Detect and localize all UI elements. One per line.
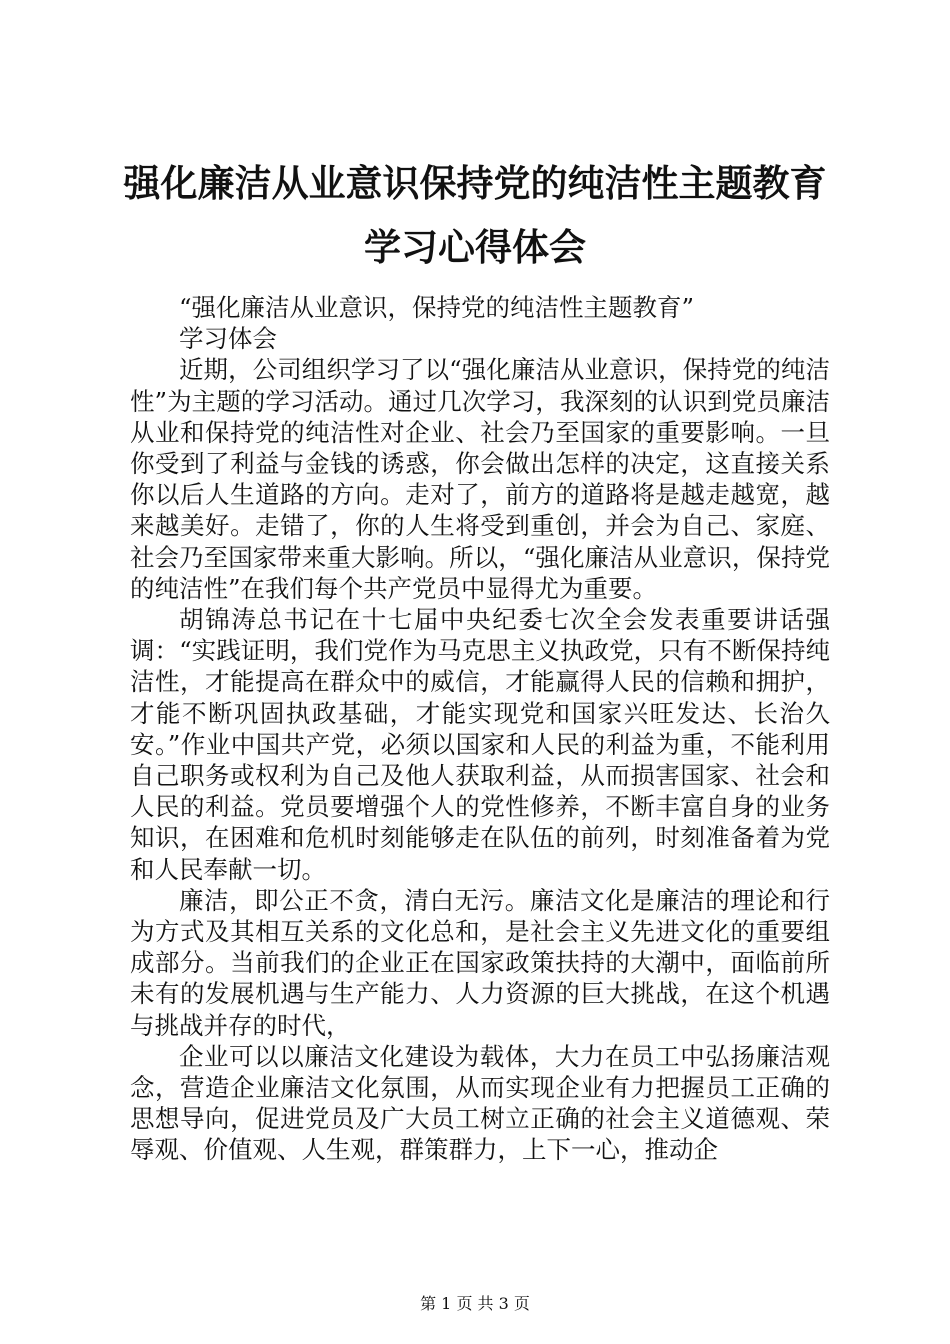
page-footer: 第 1 页 共 3 页 <box>420 1294 530 1313</box>
paragraph-4: 企业可以以廉洁文化建设为载体，大力在员工中弘扬廉洁观念，营造企业廉洁文化氛围，从而实现企业有力把握员工正确的思想导向，促进党员及广大员工树立正确的社会主义道德观、荣辱观、价值观、人生观，群策群力，上下一心，推动企 <box>130 1041 830 1165</box>
subtitle-line-1: “强化廉洁从业意识，保持党的纯洁性主题教育” <box>179 293 695 322</box>
paragraph-3: 廉洁，即公正不贪，清白无污。廉洁文化是廉洁的理论和行为方式及其相互关系的文化总和，是社会主义先进文化的重要组成部分。当前我们的企业正在国家政策扶持的大潮中，面临前所未有的发展机遇与生产能力、人力资源的巨大挑战，在这个机遇与挑战并存的时代， <box>130 885 830 1040</box>
subtitle-line-2: 学习体会 <box>179 324 277 354</box>
document-body <box>130 292 830 1166</box>
paragraph-2: 胡锦涛总书记在十七届中央纪委七次全会发表重要讲话强调：“实践证明，我们党作为马克思主义执政党，只有不断保持纯洁性，才能提高在群众中的威信，才能赢得人民的信赖和拥护，才能不断巩固执政基础，才能实现党和国家兴旺发达、长治久安。”作业中国共产党，必须以国家和人民的利益为重，不能利用自己职务或权利为自己及他人获取利益，从而损害国家、社会和人民的利益。党员要增强个人的党性修养，不断丰富自身的业务知识，在困难和危机时刻能够走在队伍的前列，时刻准备着为党和人民奉献一切。 <box>130 605 830 884</box>
document-title: 强化廉洁从业意识保持党的纯洁性主题教育学习心得体会 <box>123 162 827 269</box>
paragraph-1: 近期，公司组织学习了以“强化廉洁从业意识，保持党的纯洁性”为主题的学习活动。通过几次学习，我深刻的认识到党员廉洁从业和保持党的纯洁性对企业、社会乃至国家的重要影响。一旦你受到了利益与金钱的诱惑，你会做出怎样的决定，这直接关系你以后人生道路的方向。走对了，前方的道路将是越走越宽，越来越美好。走错了，你的人生将受到重创，并会为自己、家庭、社会乃至国家带来重大影响。所以，“强化廉洁从业意识，保持党的纯洁性”在我们每个共产党员中显得尤为重要。 <box>130 355 830 603</box>
